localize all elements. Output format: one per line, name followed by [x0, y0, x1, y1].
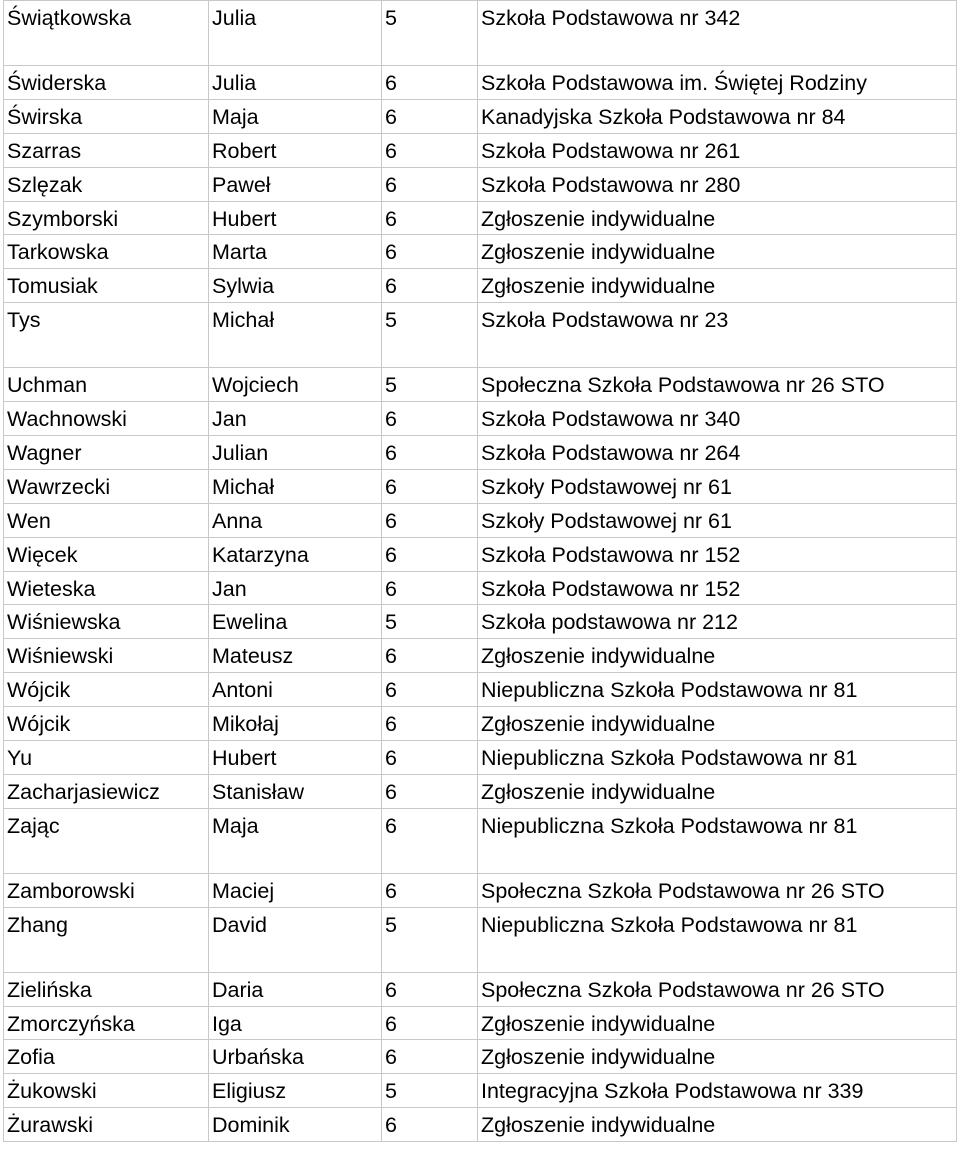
table-row	[3, 368, 957, 402]
first-name-cell: Ewelina	[208, 605, 381, 638]
grade-cell: 6	[381, 973, 477, 1006]
grade-cell: 6	[381, 572, 477, 605]
table-row	[3, 402, 957, 436]
surname-cell: Świrska	[3, 100, 208, 133]
first-name-cell: Anna	[208, 504, 381, 537]
grade-cell: 6	[381, 235, 477, 268]
school-cell: Społeczna Szkoła Podstawowa nr 26 STO	[477, 368, 957, 401]
table-row	[3, 874, 957, 908]
surname-cell: Szarras	[3, 134, 208, 167]
surname-cell: Wagner	[3, 436, 208, 469]
school-cell: Szkoła Podstawowa nr 342	[477, 1, 957, 65]
table-row	[3, 973, 957, 1007]
first-name-cell: Jan	[208, 572, 381, 605]
school-cell: Zgłoszenie indywidualne	[477, 1007, 957, 1040]
first-name-cell: Mikołaj	[208, 707, 381, 740]
first-name-cell: Dominik	[208, 1108, 381, 1141]
grade-cell: 6	[381, 538, 477, 571]
school-cell: Zgłoszenie indywidualne	[477, 1040, 957, 1073]
first-name-cell: Sylwia	[208, 269, 381, 302]
surname-cell: Zając	[3, 809, 208, 873]
table-row	[3, 572, 957, 606]
school-cell: Zgłoszenie indywidualne	[477, 707, 957, 740]
table-row	[3, 1007, 957, 1041]
table-row	[3, 673, 957, 707]
surname-cell: Świderska	[3, 66, 208, 99]
table-row	[3, 436, 957, 470]
surname-cell: Yu	[3, 741, 208, 774]
grade-cell: 5	[381, 908, 477, 972]
first-name-cell: Iga	[208, 1007, 381, 1040]
first-name-cell: Marta	[208, 235, 381, 268]
grade-cell: 6	[381, 202, 477, 235]
table-row	[3, 168, 957, 202]
grade-cell: 6	[381, 269, 477, 302]
school-cell: Społeczna Szkoła Podstawowa nr 26 STO	[477, 874, 957, 907]
grade-cell: 5	[381, 1, 477, 65]
surname-cell: Wen	[3, 504, 208, 537]
grade-cell: 6	[381, 1040, 477, 1073]
first-name-cell: Daria	[208, 973, 381, 1006]
first-name-cell: Jan	[208, 402, 381, 435]
first-name-cell: Mateusz	[208, 639, 381, 672]
school-cell: Zgłoszenie indywidualne	[477, 639, 957, 672]
grade-cell: 6	[381, 639, 477, 672]
school-cell: Zgłoszenie indywidualne	[477, 1108, 957, 1141]
surname-cell: Uchman	[3, 368, 208, 401]
surname-cell: Szymborski	[3, 202, 208, 235]
surname-cell: Wójcik	[3, 707, 208, 740]
grade-cell: 6	[381, 436, 477, 469]
school-cell: Niepubliczna Szkoła Podstawowa nr 81	[477, 908, 957, 972]
grade-cell: 6	[381, 809, 477, 873]
table-row	[3, 1108, 957, 1142]
school-cell: Szkoła Podstawowa nr 261	[477, 134, 957, 167]
grade-cell: 6	[381, 134, 477, 167]
surname-cell: Wawrzecki	[3, 470, 208, 503]
surname-cell: Szlęzak	[3, 168, 208, 201]
table-body	[3, 1, 957, 1142]
table-row	[3, 202, 957, 236]
surname-cell: Zmorczyńska	[3, 1007, 208, 1040]
table-row	[3, 639, 957, 673]
surname-cell: Tomusiak	[3, 269, 208, 302]
first-name-cell: Julia	[208, 66, 381, 99]
first-name-cell: Julia	[208, 1, 381, 65]
surname-cell: Wieteska	[3, 572, 208, 605]
school-cell: Szkoły Podstawowej nr 61	[477, 470, 957, 503]
surname-cell: Zielińska	[3, 973, 208, 1006]
first-name-cell: Hubert	[208, 202, 381, 235]
school-cell: Szkoła podstawowa nr 212	[477, 605, 957, 638]
first-name-cell: Maja	[208, 809, 381, 873]
grade-cell: 6	[381, 168, 477, 201]
table-row	[3, 538, 957, 572]
grade-cell: 6	[381, 1007, 477, 1040]
first-name-cell: Maciej	[208, 874, 381, 907]
grade-cell: 6	[381, 100, 477, 133]
first-name-cell: Robert	[208, 134, 381, 167]
table-row	[3, 605, 957, 639]
surname-cell: Więcek	[3, 538, 208, 571]
grade-cell: 6	[381, 402, 477, 435]
table-row	[3, 100, 957, 134]
school-cell: Szkoła Podstawowa nr 152	[477, 538, 957, 571]
surname-cell: Tys	[3, 303, 208, 367]
surname-cell: Wiśniewski	[3, 639, 208, 672]
surname-cell: Wiśniewska	[3, 605, 208, 638]
table-row	[3, 775, 957, 809]
school-cell: Szkoła Podstawowa nr 23	[477, 303, 957, 367]
first-name-cell: Michał	[208, 303, 381, 367]
first-name-cell: Katarzyna	[208, 538, 381, 571]
table-row	[3, 1074, 957, 1108]
first-name-cell: Stanisław	[208, 775, 381, 808]
first-name-cell: Michał	[208, 470, 381, 503]
school-cell: Niepubliczna Szkoła Podstawowa nr 81	[477, 809, 957, 873]
surname-cell: Wójcik	[3, 673, 208, 706]
first-name-cell: Maja	[208, 100, 381, 133]
first-name-cell: Eligiusz	[208, 1074, 381, 1107]
surname-cell: Tarkowska	[3, 235, 208, 268]
school-cell: Społeczna Szkoła Podstawowa nr 26 STO	[477, 973, 957, 1006]
table-row	[3, 303, 957, 368]
surname-cell: Wachnowski	[3, 402, 208, 435]
table-row	[3, 908, 957, 973]
grade-cell: 6	[381, 66, 477, 99]
grade-cell: 5	[381, 605, 477, 638]
first-name-cell: Urbańska	[208, 1040, 381, 1073]
school-cell: Niepubliczna Szkoła Podstawowa nr 81	[477, 741, 957, 774]
grade-cell: 5	[381, 303, 477, 367]
table-row	[3, 741, 957, 775]
table-row	[3, 269, 957, 303]
surname-cell: Żurawski	[3, 1108, 208, 1141]
school-cell: Zgłoszenie indywidualne	[477, 202, 957, 235]
table-row	[3, 470, 957, 504]
table-row	[3, 1, 957, 66]
grade-cell: 6	[381, 470, 477, 503]
grade-cell: 6	[381, 707, 477, 740]
school-cell: Zgłoszenie indywidualne	[477, 269, 957, 302]
school-cell: Szkoła Podstawowa nr 340	[477, 402, 957, 435]
grade-cell: 6	[381, 874, 477, 907]
table-row	[3, 134, 957, 168]
grade-cell: 5	[381, 1074, 477, 1107]
school-cell: Szkoła Podstawowa nr 152	[477, 572, 957, 605]
table-row	[3, 66, 957, 100]
surname-cell: Zacharjasiewicz	[3, 775, 208, 808]
surname-cell: Zamborowski	[3, 874, 208, 907]
first-name-cell: Hubert	[208, 741, 381, 774]
school-cell: Szkoła Podstawowa nr 264	[477, 436, 957, 469]
surname-cell: Zofia	[3, 1040, 208, 1073]
table-row	[3, 707, 957, 741]
table-row	[3, 235, 957, 269]
surname-cell: Zhang	[3, 908, 208, 972]
school-cell: Zgłoszenie indywidualne	[477, 235, 957, 268]
school-cell: Szkoły Podstawowej nr 61	[477, 504, 957, 537]
surname-cell: Żukowski	[3, 1074, 208, 1107]
first-name-cell: Julian	[208, 436, 381, 469]
first-name-cell: Paweł	[208, 168, 381, 201]
table-row	[3, 1040, 957, 1074]
grade-cell: 6	[381, 741, 477, 774]
first-name-cell: David	[208, 908, 381, 972]
surname-cell: Świątkowska	[3, 1, 208, 65]
school-cell: Integracyjna Szkoła Podstawowa nr 339	[477, 1074, 957, 1107]
table-row	[3, 809, 957, 874]
grade-cell: 6	[381, 775, 477, 808]
grade-cell: 6	[381, 1108, 477, 1141]
grade-cell: 6	[381, 673, 477, 706]
school-cell: Kanadyjska Szkoła Podstawowa nr 84	[477, 100, 957, 133]
grade-cell: 6	[381, 504, 477, 537]
participants-table	[3, 0, 957, 1142]
school-cell: Szkoła Podstawowa nr 280	[477, 168, 957, 201]
school-cell: Zgłoszenie indywidualne	[477, 775, 957, 808]
table-row	[3, 504, 957, 538]
first-name-cell: Antoni	[208, 673, 381, 706]
school-cell: Niepubliczna Szkoła Podstawowa nr 81	[477, 673, 957, 706]
first-name-cell: Wojciech	[208, 368, 381, 401]
school-cell: Szkoła Podstawowa im. Świętej Rodziny	[477, 66, 957, 99]
grade-cell: 5	[381, 368, 477, 401]
